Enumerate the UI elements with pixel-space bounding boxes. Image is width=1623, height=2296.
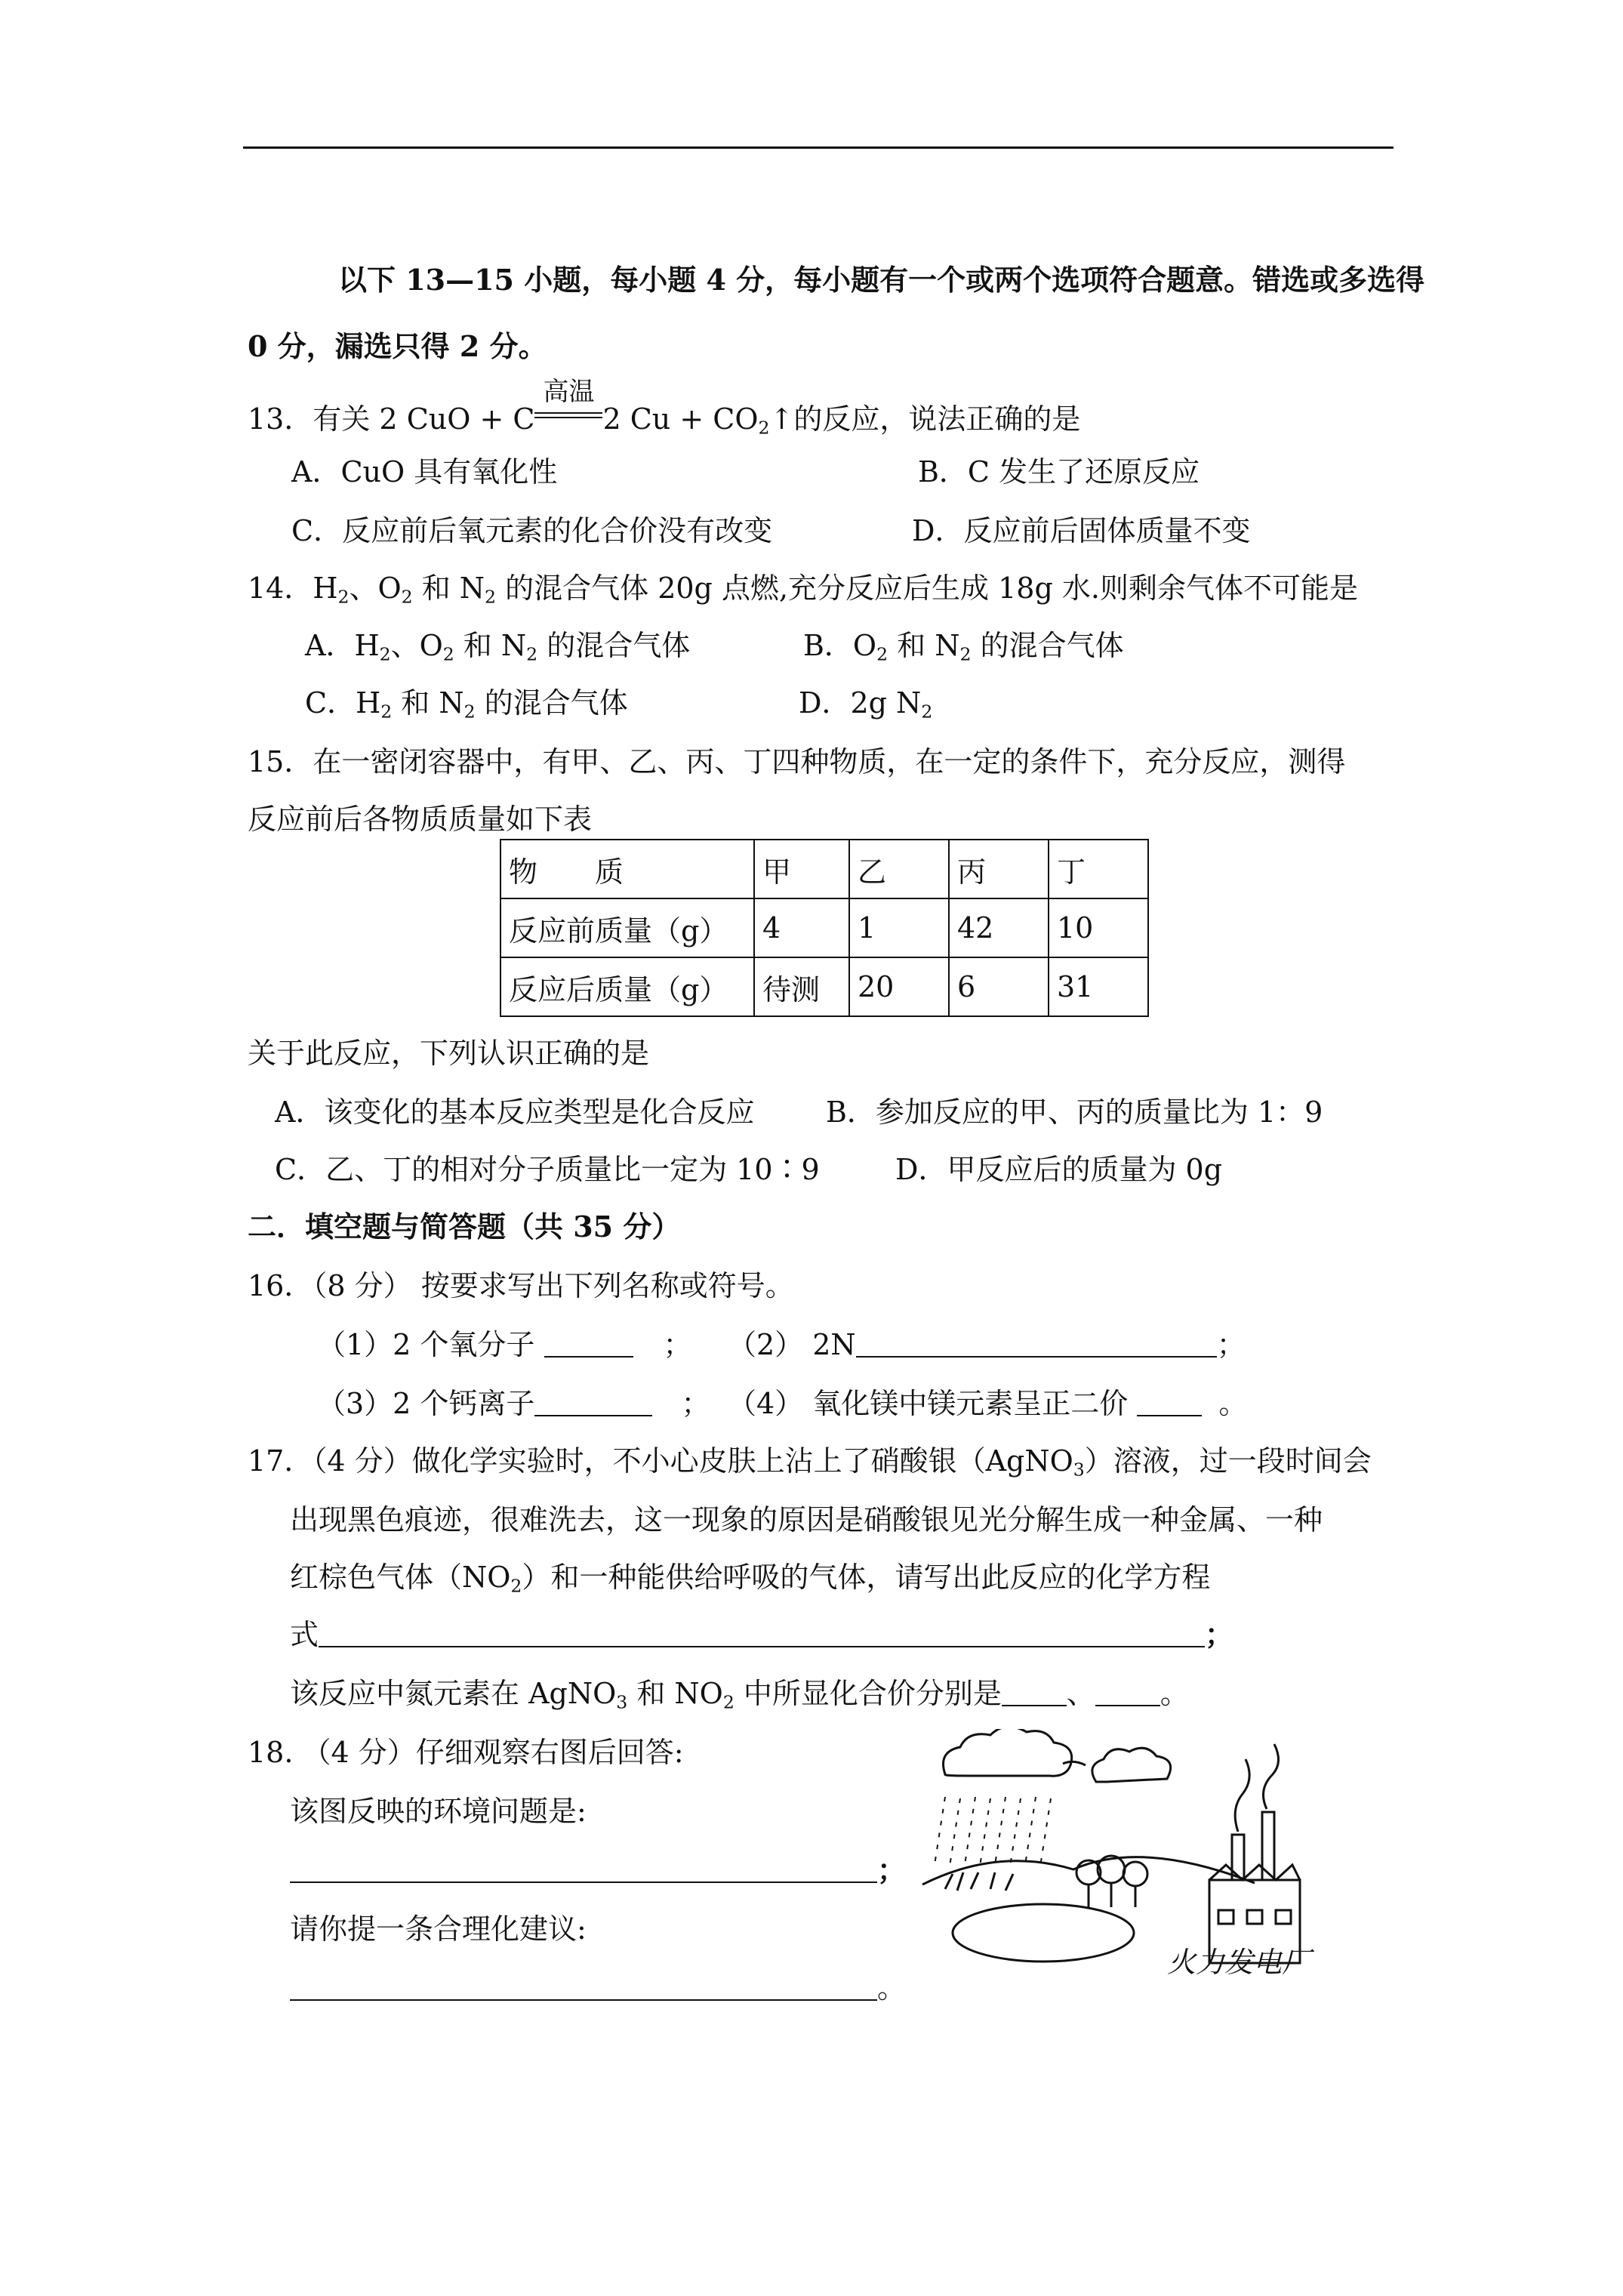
table-header-cell: 乙	[849, 840, 949, 898]
q16-title: 16．（8 分） 按要求写出下列名称或符号。	[248, 1269, 794, 1302]
q18-issue-answer: ；	[290, 1856, 906, 1885]
table-header-cell: 丙	[949, 840, 1049, 898]
table-cell: 1	[849, 898, 949, 957]
q16-part3: （3）2 个钙离子 ；	[317, 1387, 710, 1420]
answer-blank[interactable]	[534, 1391, 652, 1416]
q15-option-c: C．乙、丁的相对分子质量比一定为 10∶9	[275, 1153, 820, 1186]
cloud-icon	[1092, 1748, 1171, 1782]
answer-blank[interactable]	[290, 1857, 877, 1883]
figure-caption: 火力发电厂	[1167, 1946, 1311, 1979]
q13-option-b: B．C 发生了还原反应	[918, 455, 1200, 488]
pond-icon	[953, 1904, 1134, 1962]
reaction-condition: 高温	[534, 400, 602, 429]
q16-part1: （1）2 个氧分子 ；	[317, 1328, 692, 1361]
q14-option-a: A．$H_2$、$O_2$ 和 $N_2$ 的混合气体	[305, 629, 691, 665]
table-header-cell: 丁	[1049, 840, 1148, 898]
q15-option-d: D．甲反应后的质量为 0g	[895, 1153, 1223, 1186]
q17-line2: 出现黑色痕迹，很难洗去，这一现象的原因是硝酸银见光分解生成一种金属、一种	[290, 1503, 1323, 1536]
q15-question: 关于此反应，下列认识正确的是	[248, 1037, 650, 1070]
q13-option-a: A．CuO 具有氧化性	[291, 455, 558, 488]
q16-part2: （2） 2N ；	[728, 1328, 1246, 1361]
instructions-line2: 0 分，漏选只得 2 分。	[248, 329, 547, 363]
q16-part4: （4） 氧化镁中镁元素呈正二价 。	[728, 1387, 1248, 1420]
table-cell: 20	[849, 957, 949, 1016]
rain-icon	[935, 1797, 1051, 1866]
table-cell: 4	[754, 898, 849, 957]
answer-blank[interactable]	[1137, 1391, 1202, 1416]
answer-blank[interactable]	[290, 1975, 877, 2001]
table-cell: 10	[1049, 898, 1148, 957]
table-header-cell: 物 质	[500, 840, 754, 898]
q13-stem: 13．有关 2 CuO + C 高温 2 $Cu + CO_2↑$的反应，说法正确的是	[248, 377, 1081, 439]
q15-stem-line2: 反应前后各物质质量如下表	[248, 803, 593, 836]
q17-line4: 式 ；	[290, 1617, 1234, 1651]
q17-line5: 该反应中氮元素在 AgNO$_3$ 和 $NO_2$ 中所显化合价分别是 、 。	[290, 1677, 1189, 1713]
q18-issue-label: 该图反映的环境问题是:	[290, 1795, 587, 1828]
section-2-heading: 二．填空题与简答题（共 35 分）	[248, 1210, 681, 1244]
q14-option-b: B．$O_2$ 和 $N_2$ 的混合气体	[803, 629, 1124, 665]
q17-line1: 17．（4 分）做化学实验时，不小心皮肤上沾上了硝酸银（AgNO$_3$）溶液，过一段时间会	[248, 1444, 1372, 1481]
table-cell: 42	[949, 898, 1049, 957]
answer-blank[interactable]	[1002, 1681, 1067, 1706]
table-header-row	[500, 840, 1148, 898]
q14-option-c: C．$H_2$ 和 $N_2$ 的混合气体	[305, 686, 628, 723]
table-cell: 6	[949, 957, 1049, 1016]
answer-blank[interactable]	[1095, 1681, 1160, 1706]
q15-stem-line1: 15．在一密闭容器中，有甲、乙、丙、丁四种物质，在一定的条件下，充分反应，测得	[248, 745, 1346, 778]
q15-option-b: B．参加反应的甲、丙的质量比为 1：9	[826, 1096, 1323, 1129]
instructions-line1: 以下 13—15 小题，每小题 4 分，每小题有一个或两个选项符合题意。错选或多选得	[338, 263, 1425, 297]
mass-table	[500, 839, 1149, 1017]
equation-blank[interactable]	[319, 1622, 1205, 1647]
top-rule	[243, 146, 1394, 149]
cloud-icon	[944, 1729, 1072, 1776]
q17-line3: 红棕色气体$(NO_2)$和一种能供给呼吸的气体，请写出此反应的化学方程	[290, 1561, 1211, 1597]
q18-suggest-label: 请你提一条合理化建议:	[290, 1912, 587, 1946]
q13-option-d: D．反应前后固体质量不变	[912, 514, 1251, 547]
table-cell: 反应前质量（g）	[500, 898, 754, 957]
answer-blank[interactable]	[544, 1332, 633, 1358]
table-cell: 31	[1049, 957, 1148, 1016]
q14-stem: 14．$H_2$、$O_2$ 和 $N_2$ 的混合气体 20g 点燃,充分反应后生成 18g 水.则剩余气体不可能是	[248, 572, 1358, 608]
q18-suggest-answer: 。	[290, 1974, 906, 2002]
q14-option-d: D．2g $N_2$	[799, 686, 933, 723]
power-plant-figure	[915, 1729, 1335, 1989]
q18-title: 18. （4 分）仔细观察右图后回答:	[248, 1736, 684, 1769]
q13-option-c: C．反应前后氧元素的化合价没有改变	[291, 514, 773, 547]
table-cell: 反应后质量（g）	[500, 957, 754, 1016]
table-header-cell: 甲	[754, 840, 849, 898]
table-row	[500, 898, 1148, 957]
table-row	[500, 957, 1148, 1016]
q15-option-a: A．该变化的基本反应类型是化合反应	[275, 1096, 755, 1129]
answer-blank[interactable]	[856, 1332, 1217, 1358]
table-cell: 待测	[754, 957, 849, 1016]
